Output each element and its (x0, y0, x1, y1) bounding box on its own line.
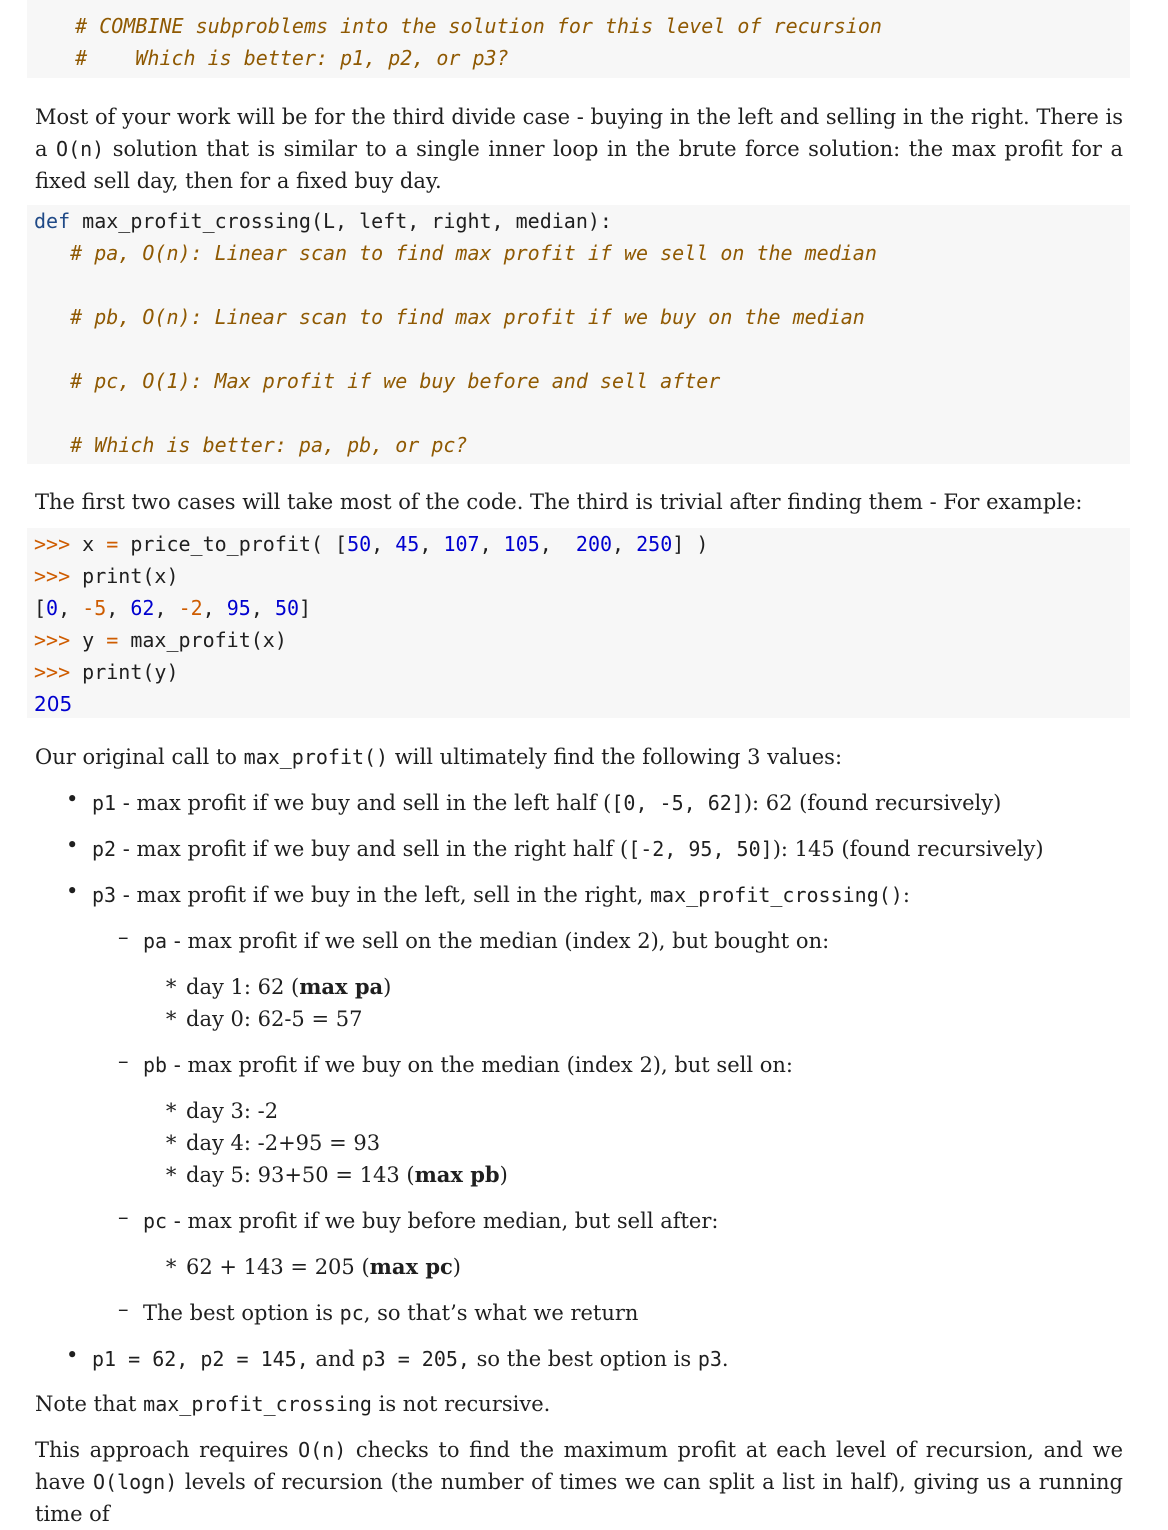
list-item-pb-day5: day 5: 93+50 = 143 (max pb) (186, 1162, 508, 1187)
paragraph-note: Note that max_profit_crossing is not recursive. (35, 1392, 551, 1416)
list-item-p1: p1 - max profit if we buy and sell in the left half ([0, -5, 62]): 62 (found recursively) (92, 791, 1002, 815)
bullet: • (66, 787, 79, 811)
list-item-pa: pa - max profit if we sell on the median (index 2), but bought on: (143, 929, 830, 953)
list-item-pc-sum: 62 + 143 = 205 (max pc) (186, 1254, 461, 1279)
paragraph-values-intro: Our original call to max_profit() will ultimately find the following 3 values: (35, 745, 843, 769)
code-comment: # pb, O(n): Linear scan to find max profit if we buy on the median (34, 305, 865, 329)
code-keyword: def (34, 209, 71, 233)
code-comment: # Which is better: pa, pb, or pc? (34, 433, 468, 457)
list-item-pb: pb - max profit if we buy on the median (index 2), but sell on: (143, 1053, 793, 1077)
list-item-pa-day1: day 1: 62 (max pa) (186, 974, 392, 999)
paragraph-example-intro: The first two cases will take most of the code. The third is trivial after finding them - For example: (35, 490, 1083, 514)
code-comment: # pc, O(1): Max profit if we buy before and sell after (34, 369, 721, 393)
list-item-best: The best option is pc, so that’s what we return (143, 1301, 639, 1325)
code-block-crossing (27, 205, 1130, 464)
list-item-p2: p2 - max profit if we buy and sell in the right half ([-2, 95, 50]): 145 (found recursively) (92, 837, 1044, 861)
bullet: • (66, 879, 79, 903)
list-item-pb-day4: day 4: -2+95 = 93 (186, 1131, 381, 1155)
code-signature: max_profit_crossing(L, left, right, median): (70, 209, 612, 233)
list-item-pc: pc - max profit if we buy before median, but sell after: (143, 1209, 719, 1233)
code-comment: # COMBINE subproblems into the solution for this level of recursion (27, 14, 882, 38)
code-comment: # Which is better: p1, p2, or p3? (27, 46, 509, 70)
dash: – (118, 1205, 129, 1229)
repl-output: 205 (34, 692, 73, 716)
paragraph-intro: Most of your work will be for the third divide case - buying in the left and selling in the right. There is a O(n) solution that is similar to a single inner loop in the brute force solution: the max profit for a fixed sell day, then for a fixed buy day. (35, 105, 1123, 193)
bullet: • (66, 833, 79, 857)
star: ∗ (164, 1251, 179, 1275)
list-item-pb-day3: day 3: -2 (186, 1099, 279, 1123)
paragraph-runtime: This approach requires O(n) checks to find the maximum profit at each level of recursion, and we have O(logn) levels of recursion (the number of times we can split a list in half), giving us a running time of (35, 1438, 1123, 1526)
star: ∗ (164, 1159, 179, 1183)
star: ∗ (164, 1095, 179, 1119)
code-comment: # pa, O(n): Linear scan to find max profit if we sell on the median (34, 241, 877, 265)
list-item-summary: p1 = 62, p2 = 145, and p3 = 205, so the best option is p3. (92, 1347, 729, 1371)
inline-code: O(n) (56, 137, 105, 161)
star: ∗ (164, 971, 179, 995)
code-block-repl: >>> x = price_to_profit( [50, 45, 107, 105, 200, 250] ) >>> print(x) [0, -5, 62, -2, 95, 50] >>> y = max_profit(x) >>> print(y) 205 (27, 528, 1130, 718)
dash: – (118, 1049, 129, 1073)
star: ∗ (164, 1127, 179, 1151)
code-block-combine (27, 0, 1130, 78)
list-item-pa-day0: day 0: 62-5 = 57 (186, 1007, 363, 1031)
bullet: • (66, 1343, 79, 1367)
star: ∗ (164, 1003, 179, 1027)
dash: – (118, 1297, 129, 1321)
list-item-p3: p3 - max profit if we buy in the left, sell in the right, max_profit_crossing(): (92, 883, 910, 907)
dash: – (118, 925, 129, 949)
